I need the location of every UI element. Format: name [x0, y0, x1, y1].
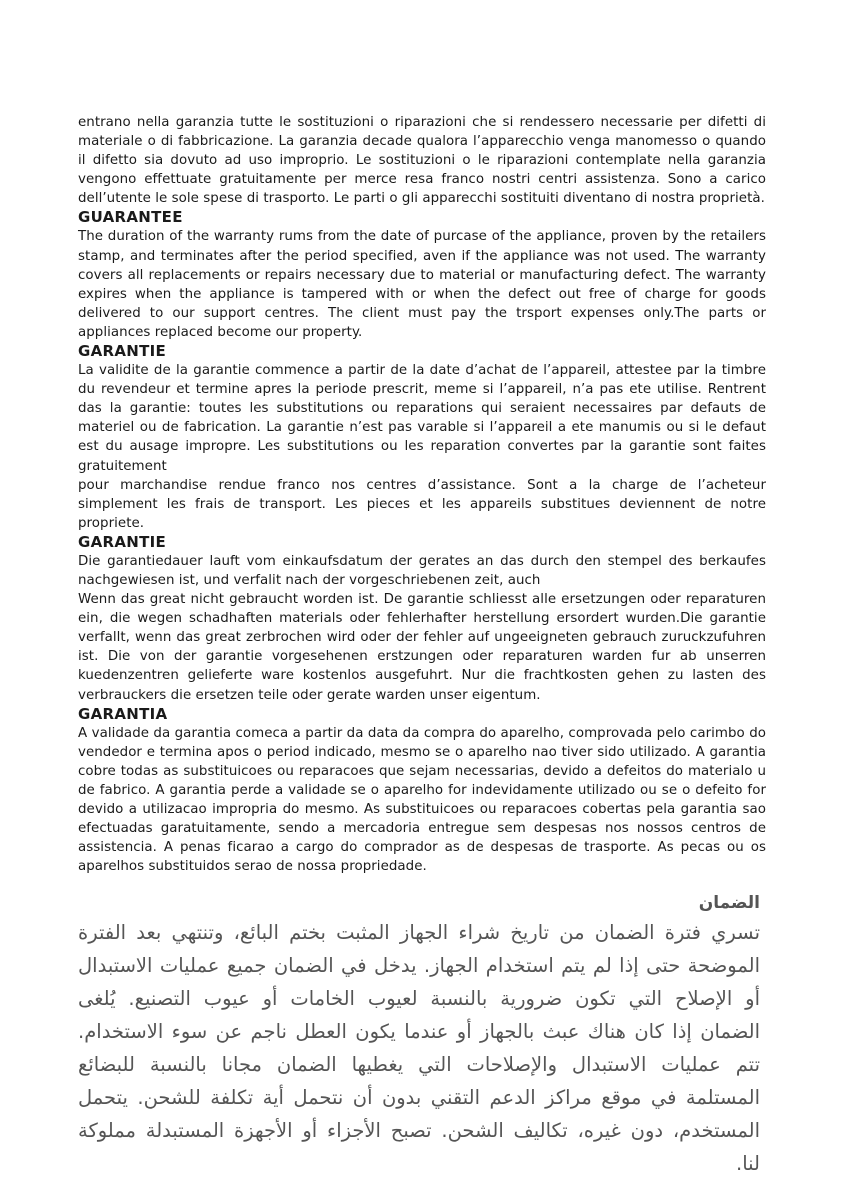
section-heading-garantia: GARANTIA [78, 704, 168, 723]
section-french [78, 342, 766, 533]
english-paragraph: The duration of the warranty rums from the date of purcase of the appliance, proven by the retailers stamp, and terminates after the period specified, aven if the appliance was not used. The warranty covers all replacements or repairs necessary due to material or manufacturing defect. The warranty expires when the appliance is tampered with or when the defect out free of charge for goods delivered to our support centres. The client must pay the trsport expenses only.The parts or appliances replaced become our property. [78, 229, 766, 340]
section-german [78, 533, 766, 705]
german-paragraph-1: Die garantiedauer lauft vom einkaufsdatum der gerates an das durch den stempel des berkaufes nachgewiesen ist, und verfalit nach der vorgeschriebenen zeit, auch [78, 553, 766, 588]
section-english [78, 208, 766, 342]
document-page [78, 113, 766, 1180]
section-arabic [78, 890, 766, 1180]
section-heading-guarantee: GUARANTEE [78, 208, 183, 227]
french-paragraph-2: pour marchandise rendue franco nos centres d’assistance. Sont a la charge de l’acheteur simplement les frais de transport. Les pieces et les appareils substitues deviennent de notre propriete. [78, 477, 766, 531]
german-paragraph-2: Wenn das great nicht gebraucht worden ist. De garantie schliesst alle ersetzungen oder reparaturen ein, die wegen schadhaften materials oder fehlerhafter herstellung ersordert wurden.Die garantie verfallt, wenn das great zerbrochen wird oder der fehler auf ungeeigneten gebrauch zuruckzufuhren ist. Die von der garantie vorgesehenen erstzungen oder reparaturen warden fur ab unserren kuedenzentren gelieferte ware kostenlos ausgefuhrt. Nur die frachtkosten gehen zu lasten des verbrauckers die ersetzen teile oder gerate warden unser eigentum. [78, 592, 766, 703]
italian-paragraph: entrano nella garanzia tutte le sostituzioni o riparazioni che si rendessero necessarie per difetti di materiale o di fabbricazione. La garanzia decade qualora l’apparecchio venga manomesso o quando il difetto sia dovuto ad uso improprio. Le sostituzioni o le riparazioni contemplate nella garanzia vengono effettuate gratuitamente per merce resa franco nostri centri assistenza. Sono a carico dell’utente le sole spese di trasporto. Le parti o gli apparecchi sostituiti diventano di nostra proprietà. [78, 115, 766, 207]
section-heading-garantie-fr: GARANTIE [78, 342, 167, 361]
section-italian [78, 113, 766, 208]
section-portuguese [78, 705, 766, 877]
arabic-paragraph: تسري فترة الضمان من تاريخ شراء الجهاز المثبت بختم البائع، وتنتهي بعد الفترة الموضحة حتى إذا لم يتم استخدام الجهاز. يدخل في الضمان جميع عمليات الاستبدال أو الإصلاح التي تكون ضرورية بالنسبة لعيوب الخامات أو عيوب التصنيع. يُلغى الضمان إذا كان هناك عبث بالجهاز أو عندما يكون العطل ناجم عن سوء الاستخدام. تتم عمليات الاستبدال والإصلاحات التي يغطيها الضمان مجانا بالنسبة للبضائع المستلمة في موقع مراكز الدعم التقني بدون أن نتحمل أية تكلفة للشحن. يتحمل المستخدم، دون غيره، تكاليف الشحن. تصبح الأجزاء أو الأجهزة المستبدلة مملوكة لنا. [78, 921, 760, 1176]
section-heading-arabic: الضمان [698, 893, 760, 914]
french-paragraph-1: La validite de la garantie commence a partir de la date d’achat de l’appareil, attestee par la timbre du revendeur et termine apres la periode prescrit, meme si l’appareil, n’a pas ete utilise. Rentrent das la garantie: toutes les substitutions ou reparations qui seraient necessaires par defauts de materiel ou de fabrication. La garantie n’est pas varable si l’appareil a ete manumis ou si le defaut est du ausage impropre. Les substitutions ou les reparation convertes par la garantie sont faites gratuitement [78, 363, 766, 474]
portuguese-paragraph: A validade da garantia comeca a partir da data da compra do aparelho, comprovada pelo carimbo do vendedor e termina apos o period indicado, mesmo se o aparelho nao tiver sido utilizado. A garantia cobre todas as substituicoes ou reparacoes que sejam necessarias, devido a defeitos do materialo u de fabrico. A garantia perde a validade se o aparelho for indevidamente utilizado ou se o defeito for devido a utilizacao impropria do mesmo. As substituicoes ou reparacoes cobertas pela garantia sao efectuadas garatuitamente, sendo a mercadoria entregue sem despesas nos nossos centros de assistencia. A penas ficarao a cargo do comprador as de despesas de trasporte. As pecas ou os aparelhos substituidos serao de nossa propriedade. [78, 725, 766, 875]
section-heading-garantie-de: GARANTIE [78, 532, 167, 551]
